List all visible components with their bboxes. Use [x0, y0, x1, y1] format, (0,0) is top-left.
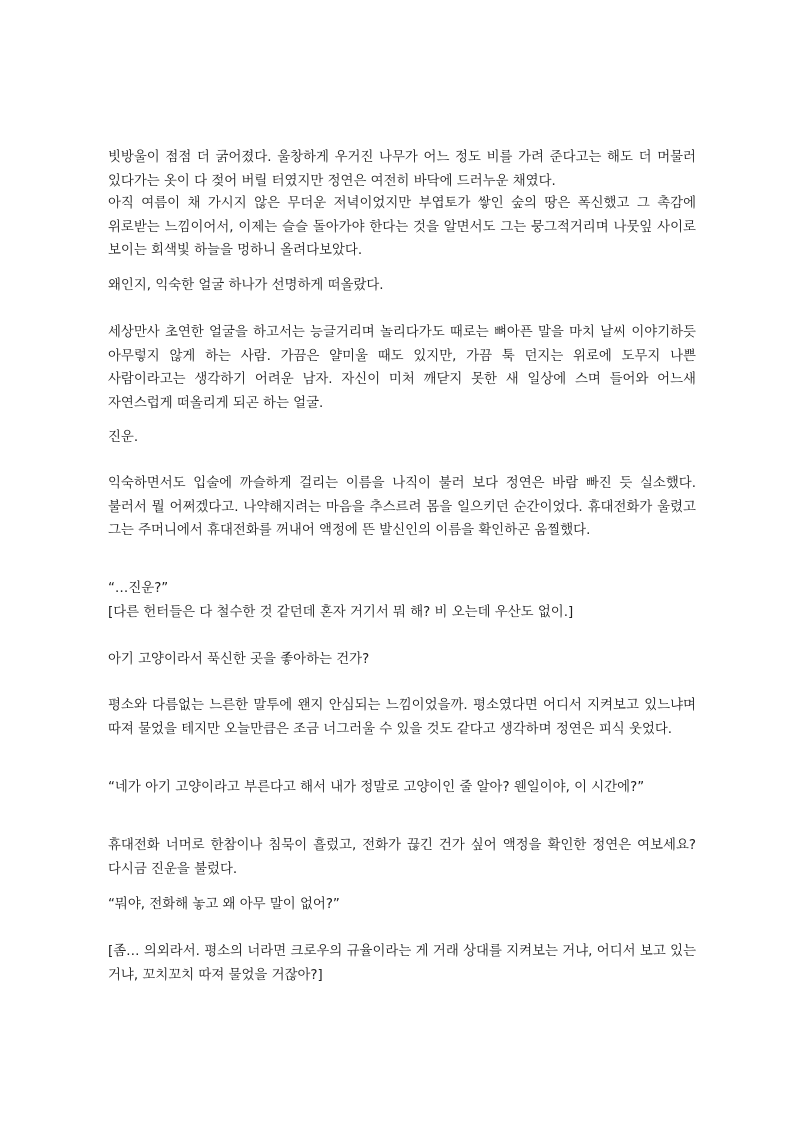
paragraph-14: [좀… 의외라서. 평소의 너라면 크로우의 규율이라는 게 거래 상대를 지켜보는 거냐, 어디서 보고 있는 거냐, 꼬치꼬치 따져 물었을 거잖아?] — [108, 944, 696, 983]
paragraph-3: 왜인지, 익숙한 얼굴 하나가 선명하게 떠올랐다. — [108, 278, 384, 293]
paragraph-1: 빗방울이 점점 더 굵어졌다. 울창하게 우거진 나무가 어느 정도 비를 가려 준다고는 해도 더 머물러 있다가는 옷이 다 젖어 버릴 터였지만 정연은 여전히 바닥에 드러누운 채였다. — [108, 150, 696, 189]
paragraph-6: 익숙하면서도 입술에 까슬하게 걸리는 이름을 나직이 불러 보다 정연은 바람 빠진 듯 실소했다. 불러서 뭘 어쩌겠다고. 나약해지려는 마음을 추스르려 몸을 일으키던 순간이었다. 휴대전화가 울렸고 그는 주머니에서 휴대전화를 꺼내어 액정에 뜬 발신인의 이름을 확인하곤 움찔했다. — [108, 476, 696, 538]
paragraph-12: 휴대전화 너머로 한참이나 침묵이 흘렀고, 전화가 끊긴 건가 싶어 액정을 확인한 정연은 여보세요? 다시금 진운을 불렀다. — [108, 838, 696, 877]
paragraph-8: [다른 헌터들은 다 철수한 것 같던데 혼자 거기서 뭐 해? 비 오는데 우산도 없이.] — [108, 605, 574, 620]
paragraph-2: 아직 여름이 채 가시지 않은 무더운 저녁이었지만 부엽토가 쌓인 숲의 땅은 폭신했고 그 촉감에 위로받는 느낌이어서, 이제는 슬슬 돌아가야 한다는 것을 알면서도 그는 뭉그적거리며 나뭇잎 사이로 보이는 회색빛 하늘을 멍하니 올려다보았다. — [108, 196, 696, 258]
paragraph-10: 평소와 다름없는 느른한 말투에 왠지 안심되는 느낌이었을까. 평소였다면 어디서 지켜보고 있느냐며 따져 물었을 테지만 오늘만큼은 조금 너그러울 수 있을 것도 같다고 생각하며 정연은 피식 웃었다. — [108, 698, 696, 737]
paragraph-9: 아기 고양이라서 푹신한 곳을 좋아하는 건가? — [108, 652, 370, 667]
paragraph-11: “네가 아기 고양이라고 부른다고 해서 내가 정말로 고양이인 줄 알아? 웬일이야, 이 시간에?” — [108, 780, 645, 795]
paragraph-4: 세상만사 초연한 얼굴을 하고서는 능글거리며 놀리다가도 때로는 뼈아픈 말을 마치 날씨 이야기하듯 아무렇지 않게 하는 사람. 가끔은 얄미울 때도 있지만, 가끔 툭 던지는 위로에 도무지 나쁜 사람이라고는 생각하기 어려운 남자. 자신이 미처 깨닫지 못한 새 일상에 스며 들어와 어느새 자연스럽게 떠올리게 되곤 하는 얼굴. — [108, 325, 696, 411]
paragraph-7: “…진운?” — [108, 581, 169, 596]
paragraph-13: “뭐야, 전화해 놓고 왜 아무 말이 없어?” — [108, 897, 340, 912]
paragraph-5: 진운. — [108, 430, 139, 445]
